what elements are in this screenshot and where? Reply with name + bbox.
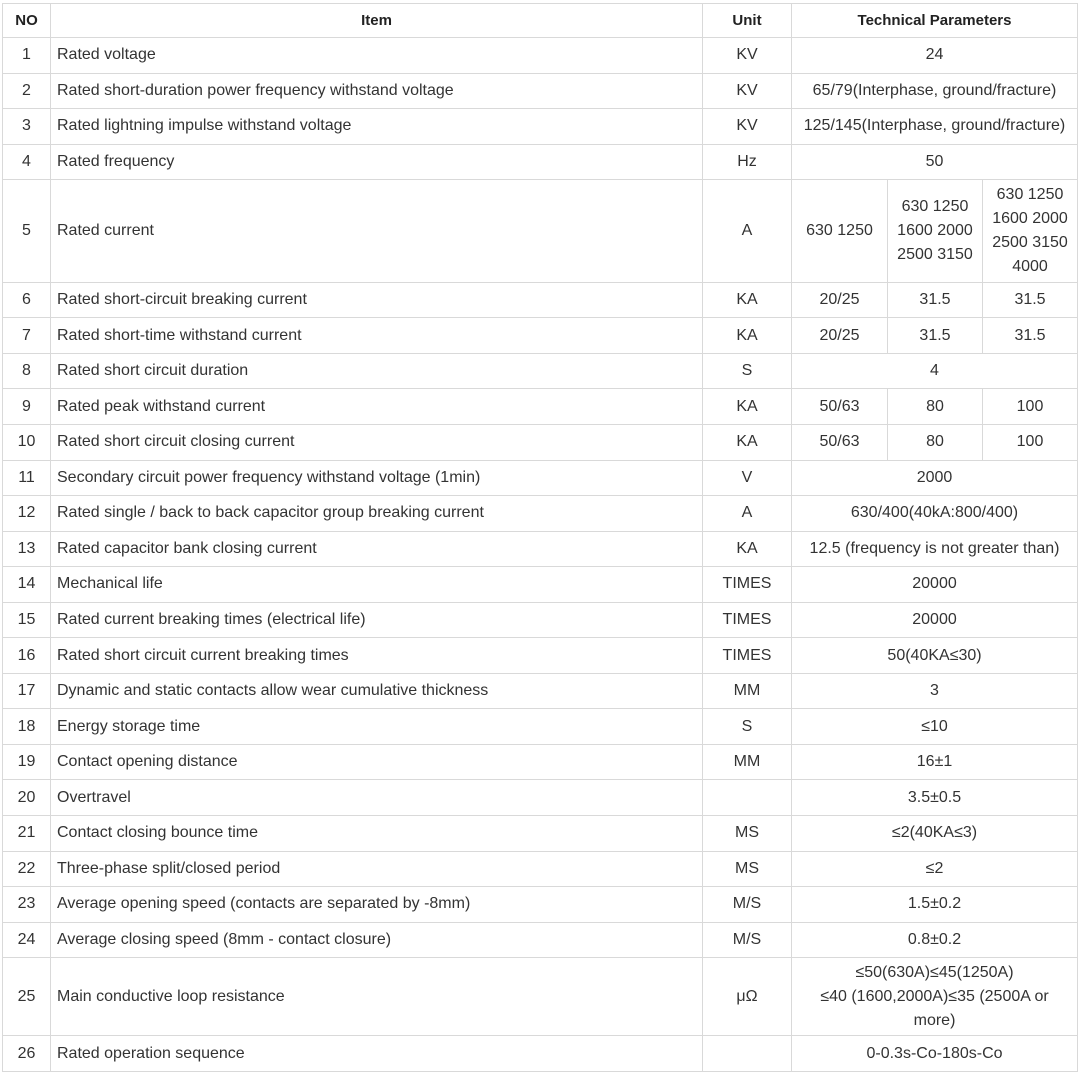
row-item: Rated short-time withstand current — [51, 318, 703, 354]
row-value-col1: 50/63 — [792, 424, 888, 460]
row-item: Rated short-circuit breaking current — [51, 282, 703, 318]
table-row — [3, 389, 1078, 425]
row-unit: TIMES — [703, 602, 792, 638]
row-item: Rated voltage — [51, 38, 703, 74]
technical-parameters-table — [2, 3, 1078, 1072]
row-item: Three-phase split/closed period — [51, 851, 703, 887]
row-unit — [703, 780, 792, 816]
row-item: Contact opening distance — [51, 744, 703, 780]
row-value: 65/79(Interphase, ground/fracture) — [792, 73, 1078, 109]
row-item: Rated peak withstand current — [51, 389, 703, 425]
row-unit: KA — [703, 318, 792, 354]
row-unit: S — [703, 353, 792, 389]
table-row — [3, 709, 1078, 745]
row-number: 8 — [3, 353, 51, 389]
row-item: Rated current breaking times (electrical life) — [51, 602, 703, 638]
row-value: 630/400(40kA:800/400) — [792, 496, 1078, 532]
header-unit: Unit — [703, 4, 792, 38]
row-value: 20000 — [792, 602, 1078, 638]
row-unit: KA — [703, 282, 792, 318]
row-value-col2: 80 — [888, 389, 983, 425]
row-number: 16 — [3, 638, 51, 674]
row-value-line-1: ≤50(630A)≤45(1250A) — [855, 963, 1014, 981]
row-number: 2 — [3, 73, 51, 109]
table-row — [3, 887, 1078, 923]
row-unit: MS — [703, 815, 792, 851]
row-value: 16±1 — [792, 744, 1078, 780]
row-number: 13 — [3, 531, 51, 567]
row-number: 15 — [3, 602, 51, 638]
row-unit: KA — [703, 424, 792, 460]
row-value: 0-0.3s-Co-180s-Co — [792, 1036, 1078, 1072]
row-item: Rated lightning impulse withstand voltage — [51, 109, 703, 145]
row-item: Mechanical life — [51, 567, 703, 603]
row-item: Rated capacitor bank closing current — [51, 531, 703, 567]
table-row — [3, 38, 1078, 74]
row-number: 17 — [3, 673, 51, 709]
row-unit: Hz — [703, 144, 792, 180]
row-item: Rated short circuit closing current — [51, 424, 703, 460]
row-value-col2: 80 — [888, 424, 983, 460]
row-number: 10 — [3, 424, 51, 460]
table-row — [3, 460, 1078, 496]
header-item: Item — [51, 4, 703, 38]
row-value: 3 — [792, 673, 1078, 709]
row-number: 11 — [3, 460, 51, 496]
row-item: Dynamic and static contacts allow wear cumulative thickness — [51, 673, 703, 709]
row-value: 20000 — [792, 567, 1078, 603]
row-value: 50(40KA≤30) — [792, 638, 1078, 674]
row-unit: M/S — [703, 922, 792, 958]
row-item: Rated short-duration power frequency withstand voltage — [51, 73, 703, 109]
row-value: 12.5 (frequency is not greater than) — [792, 531, 1078, 567]
row-value-col1: 630 1250 — [792, 180, 888, 283]
table-row — [3, 353, 1078, 389]
row-number: 14 — [3, 567, 51, 603]
row-item: Rated short circuit duration — [51, 353, 703, 389]
table-row — [3, 958, 1078, 1036]
row-number: 4 — [3, 144, 51, 180]
row-unit: MM — [703, 744, 792, 780]
row-unit: S — [703, 709, 792, 745]
row-number: 19 — [3, 744, 51, 780]
header-no: NO — [3, 4, 51, 38]
row-item: Secondary circuit power frequency withstand voltage (1min) — [51, 460, 703, 496]
row-value: 1.5±0.2 — [792, 887, 1078, 923]
row-unit: MS — [703, 851, 792, 887]
row-unit: V — [703, 460, 792, 496]
table-row — [3, 180, 1078, 283]
row-value-col3: 31.5 — [983, 282, 1078, 318]
row-value: 3.5±0.5 — [792, 780, 1078, 816]
table-row — [3, 602, 1078, 638]
table-row — [3, 144, 1078, 180]
table-row — [3, 638, 1078, 674]
row-value-line-2: ≤40 (1600,2000A)≤35 (2500A or more) — [820, 987, 1049, 1029]
row-number: 9 — [3, 389, 51, 425]
row-value-col1: 20/25 — [792, 318, 888, 354]
table-row — [3, 496, 1078, 532]
row-unit: KV — [703, 38, 792, 74]
row-item: Rated short circuit current breaking times — [51, 638, 703, 674]
row-number: 6 — [3, 282, 51, 318]
table-row — [3, 109, 1078, 145]
row-value: 125/145(Interphase, ground/fracture) — [792, 109, 1078, 145]
row-item: Average closing speed (8mm - contact closure) — [51, 922, 703, 958]
row-number: 22 — [3, 851, 51, 887]
row-unit: MM — [703, 673, 792, 709]
row-number: 21 — [3, 815, 51, 851]
row-value: 24 — [792, 38, 1078, 74]
table-row — [3, 815, 1078, 851]
row-number: 5 — [3, 180, 51, 283]
row-item: Overtravel — [51, 780, 703, 816]
row-unit: TIMES — [703, 567, 792, 603]
row-unit: KA — [703, 531, 792, 567]
header-technical-parameters: Technical Parameters — [792, 4, 1078, 38]
row-unit — [703, 1036, 792, 1072]
row-value-col3: 630 1250 1600 2000 2500 3150 4000 — [983, 180, 1078, 283]
table-row — [3, 673, 1078, 709]
row-item: Contact closing bounce time — [51, 815, 703, 851]
row-number: 26 — [3, 1036, 51, 1072]
row-unit: KA — [703, 389, 792, 425]
row-value: ≤10 — [792, 709, 1078, 745]
row-value-col1: 50/63 — [792, 389, 888, 425]
row-number: 12 — [3, 496, 51, 532]
row-number: 18 — [3, 709, 51, 745]
table-row — [3, 744, 1078, 780]
row-value: 4 — [792, 353, 1078, 389]
table-row — [3, 531, 1078, 567]
table-row — [3, 851, 1078, 887]
row-number: 7 — [3, 318, 51, 354]
table-row — [3, 73, 1078, 109]
table-row — [3, 922, 1078, 958]
row-value-col3: 31.5 — [983, 318, 1078, 354]
row-unit: A — [703, 496, 792, 532]
row-value-col2: 31.5 — [888, 318, 983, 354]
row-item: Rated single / back to back capacitor group breaking current — [51, 496, 703, 532]
table-row — [3, 780, 1078, 816]
table-row — [3, 567, 1078, 603]
row-item: Rated current — [51, 180, 703, 283]
row-value-col2: 630 1250 1600 2000 2500 3150 — [888, 180, 983, 283]
row-number: 3 — [3, 109, 51, 145]
row-unit: KV — [703, 73, 792, 109]
row-number: 24 — [3, 922, 51, 958]
row-number: 20 — [3, 780, 51, 816]
row-value — [792, 958, 1078, 1036]
row-item: Rated operation sequence — [51, 1036, 703, 1072]
row-unit: μΩ — [703, 958, 792, 1036]
table-row — [3, 1036, 1078, 1072]
row-unit: TIMES — [703, 638, 792, 674]
row-value: ≤2 — [792, 851, 1078, 887]
row-value: ≤2(40KA≤3) — [792, 815, 1078, 851]
row-value-col3: 100 — [983, 424, 1078, 460]
row-item: Average opening speed (contacts are separated by -8mm) — [51, 887, 703, 923]
row-value-col1: 20/25 — [792, 282, 888, 318]
row-number: 23 — [3, 887, 51, 923]
table-row — [3, 318, 1078, 354]
row-item: Rated frequency — [51, 144, 703, 180]
row-unit: A — [703, 180, 792, 283]
row-unit: KV — [703, 109, 792, 145]
row-unit: M/S — [703, 887, 792, 923]
row-value-col3: 100 — [983, 389, 1078, 425]
row-item: Main conductive loop resistance — [51, 958, 703, 1036]
row-value: 50 — [792, 144, 1078, 180]
row-item: Energy storage time — [51, 709, 703, 745]
row-value: 0.8±0.2 — [792, 922, 1078, 958]
table-row — [3, 282, 1078, 318]
table-row — [3, 424, 1078, 460]
row-value: 2000 — [792, 460, 1078, 496]
row-number: 1 — [3, 38, 51, 74]
row-value-col2: 31.5 — [888, 282, 983, 318]
table-header-row — [3, 4, 1078, 38]
row-number: 25 — [3, 958, 51, 1036]
